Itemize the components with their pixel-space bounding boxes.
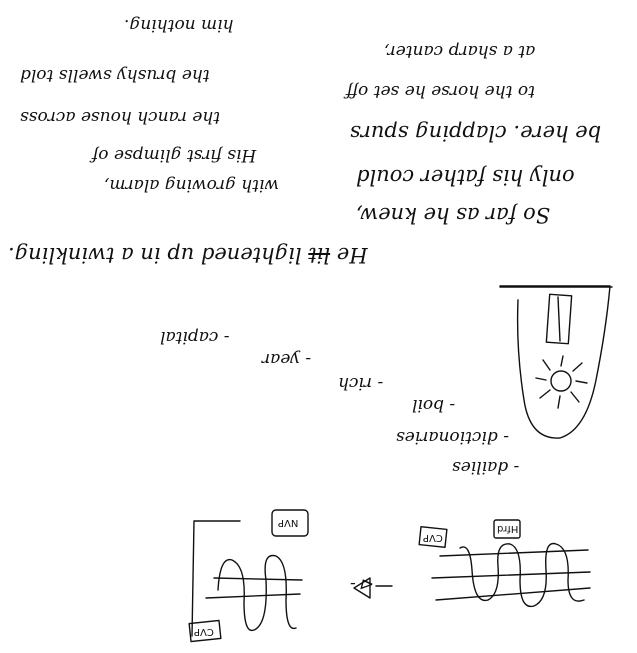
bottom-sentence [8,244,368,265]
word-item-rich: - rich [338,373,384,393]
right-line-2: only his father could [356,165,575,189]
word-item-capital: - capital [160,327,230,347]
word-item-dictionaries: - dictionaries [396,427,509,447]
shield-outline [500,286,610,438]
bottom-sentence-rest: lightened up in a twinkling. [8,243,302,267]
sun-icon [551,371,571,391]
right-line-3: be here. clapping spurs [350,121,602,145]
right-line-4: to the horse he set off [346,81,535,101]
crossed-out-word: lit [308,243,331,267]
arrow-symbol: ⊲ - [350,574,376,594]
left-axis-line-b [214,578,302,580]
left-line-3: the ranch house across [20,107,221,127]
right-line-1: So far as he knew, [356,203,551,227]
right-box-top-label: Hfrd [497,523,519,534]
bottom-sentence-prefix: He [336,243,368,267]
sun-rays-icon [536,356,587,408]
shield-bar-divider [558,297,560,341]
left-line-4: the brushy swells told [20,65,210,85]
left-line-1: with growing alarm, [104,175,279,195]
left-box-a-label: CVP [194,626,214,637]
word-item-dailies: - dailies [452,457,520,477]
word-item-boil: - boil [412,395,456,415]
right-axis-line-a [432,572,590,578]
left-box-b-label: NVP [278,517,299,528]
left-wave-icon [218,556,296,631]
word-item-year: - year [262,349,312,369]
right-axis-line-b [436,588,590,600]
right-line-5: at a sharp canter, [384,41,536,61]
left-line-2: His first glimpse of [92,145,257,165]
left-line-5: him nothing. [124,15,234,35]
right-box-bottom-label: CVP [423,532,443,543]
